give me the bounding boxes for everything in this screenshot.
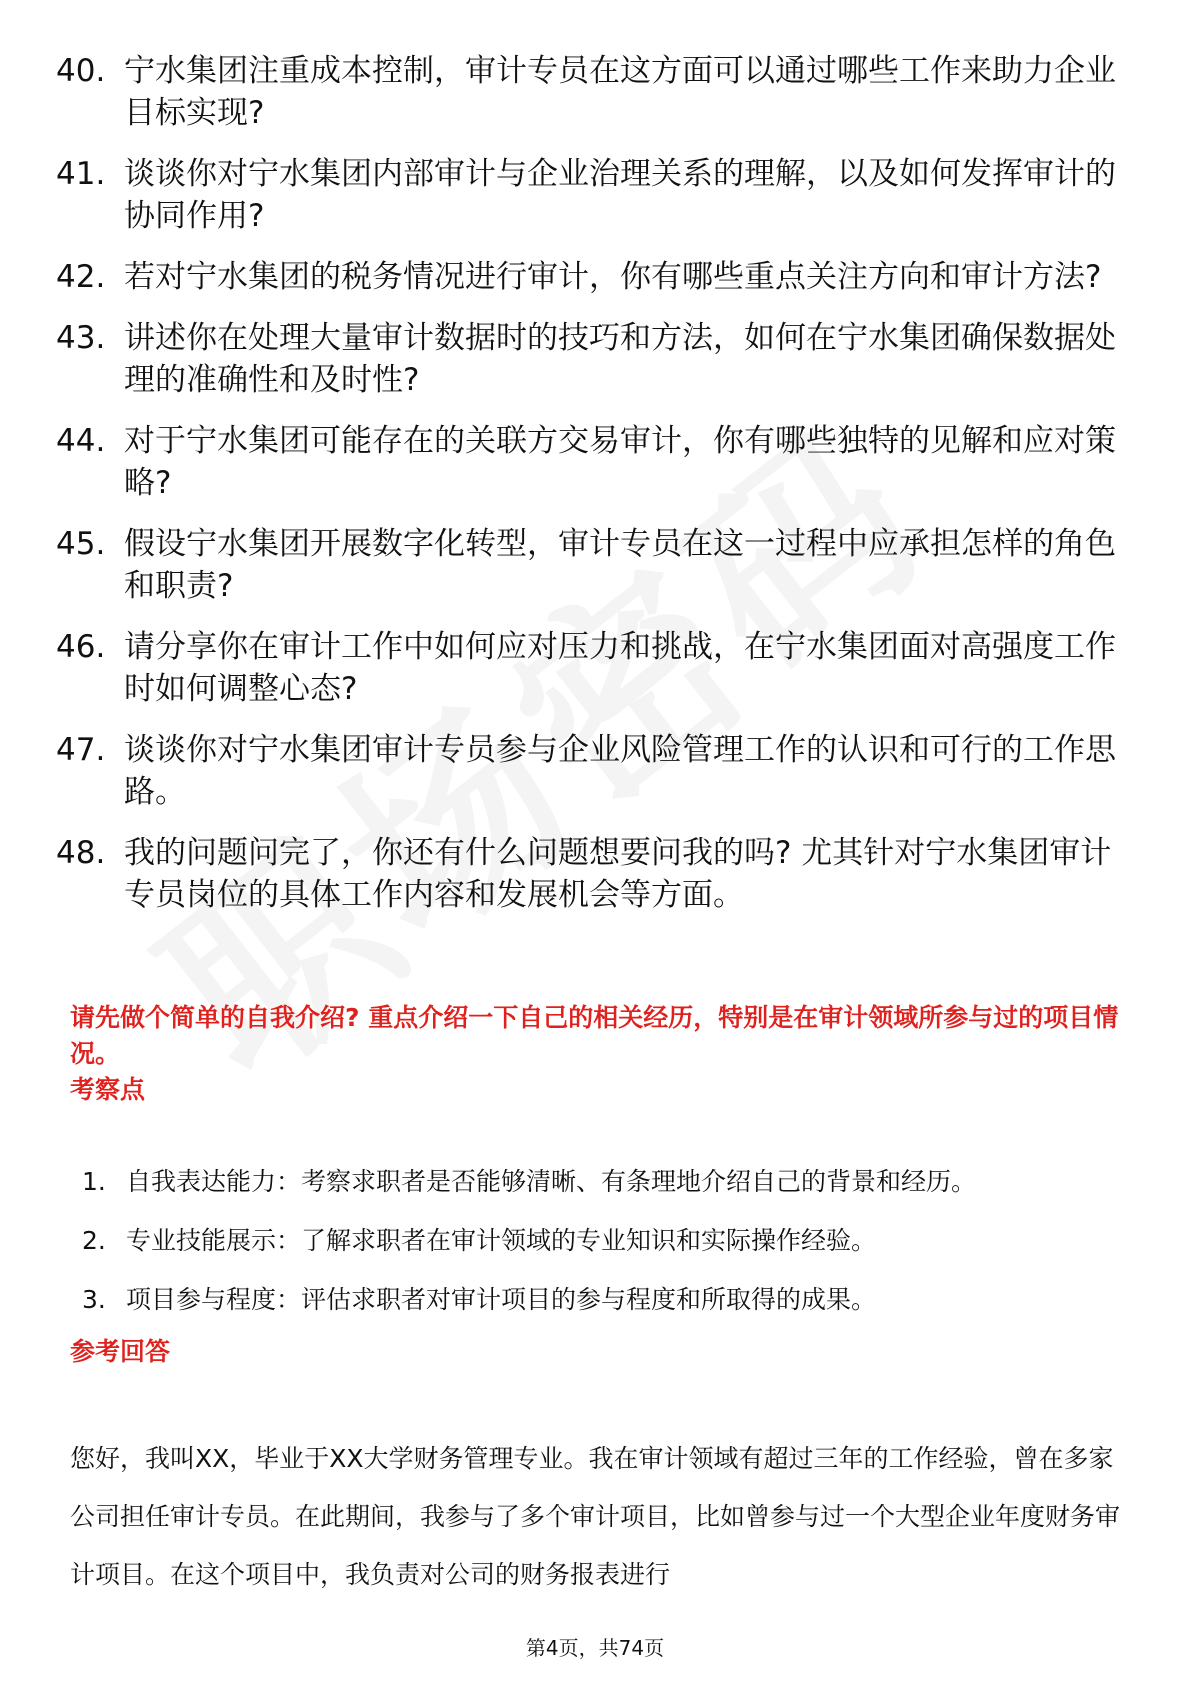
question-number: 40. <box>56 53 106 89</box>
list-item <box>56 832 1126 916</box>
list-item <box>56 317 1126 401</box>
point-number: 2. <box>82 1226 106 1255</box>
question-number: 42. <box>56 259 106 295</box>
list-item <box>82 1223 1142 1259</box>
main-question-heading: 请先做个简单的自我介绍? 重点介绍一下自己的相关经历，特别是在审计领域所参与过的项目情况。 <box>70 1003 1119 1068</box>
question-text: 我的问题问完了，你还有什么问题想要问我的吗? 尤其针对宁水集团审计专员岗位的具体工作内容和发展机会等方面。 <box>124 835 1112 913</box>
list-item <box>56 420 1126 504</box>
question-text: 对于宁水集团可能存在的关联方交易审计，你有哪些独特的见解和应对策略? <box>124 423 1116 501</box>
list-item <box>56 256 1126 298</box>
point-text: 自我表达能力：考察求职者是否能够清晰、有条理地介绍自己的背景和经历。 <box>126 1167 977 1196</box>
point-number: 1. <box>82 1167 106 1196</box>
question-text: 宁水集团注重成本控制，审计专员在这方面可以通过哪些工作来助力企业目标实现? <box>124 53 1116 131</box>
list-item <box>56 50 1126 134</box>
question-number: 46. <box>56 629 106 665</box>
question-number: 41. <box>56 156 106 192</box>
reference-title: 参考回答 <box>70 1337 171 1366</box>
question-text: 谈谈你对宁水集团内部审计与企业治理关系的理解，以及如何发挥审计的协同作用? <box>124 156 1116 234</box>
list-item <box>56 729 1126 813</box>
question-text: 若对宁水集团的税务情况进行审计，你有哪些重点关注方向和审计方法? <box>124 259 1102 295</box>
list-item <box>56 523 1126 607</box>
list-item <box>82 1164 1142 1200</box>
question-text: 请分享你在审计工作中如何应对压力和挑战，在宁水集团面对高强度工作时如何调整心态? <box>124 629 1116 707</box>
reference-answer: 您好，我叫XX，毕业于XX大学财务管理专业。我在审计领域有超过三年的工作经验，曾在多家公司担任审计专员。在此期间，我参与了多个审计项目，比如曾参与过一个大型企业年度财务审计项目。在这个项目中，我负责对公司的财务报表进行 <box>70 1444 1121 1589</box>
question-number: 44. <box>56 423 106 459</box>
question-list <box>56 50 1126 935</box>
point-text: 专业技能展示：了解求职者在审计领域的专业知识和实际操作经验。 <box>126 1226 877 1255</box>
point-number: 3. <box>82 1285 106 1314</box>
point-text: 项目参与程度：评估求职者对审计项目的参与程度和所取得的成果。 <box>126 1285 877 1314</box>
assessment-list <box>82 1164 1142 1341</box>
question-text: 讲述你在处理大量审计数据时的技巧和方法，如何在宁水集团确保数据处理的准确性和及时性? <box>124 320 1116 398</box>
question-text: 谈谈你对宁水集团审计专员参与企业风险管理工作的认识和可行的工作思路。 <box>124 732 1116 810</box>
question-number: 45. <box>56 526 106 562</box>
list-item <box>56 153 1126 237</box>
list-item <box>56 626 1126 710</box>
assessment-title: 考察点 <box>70 1075 146 1104</box>
question-number: 47. <box>56 732 106 768</box>
question-text: 假设宁水集团开展数字化转型，审计专员在这一过程中应承担怎样的角色和职责? <box>124 526 1116 604</box>
question-number: 48. <box>56 835 106 871</box>
list-item <box>82 1282 1142 1318</box>
page-footer: 第4页，共74页 <box>525 1636 665 1660</box>
question-number: 43. <box>56 320 106 356</box>
